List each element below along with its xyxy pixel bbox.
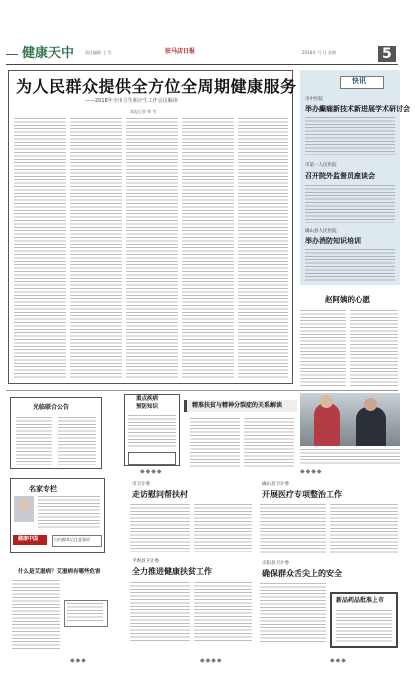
lead-column-1 [14,118,66,378]
drug-ad-body [336,610,392,642]
masthead-rule [6,64,398,65]
banner-body-left [190,418,240,468]
section-title: 健康天中 [22,46,75,61]
column-sub-box [128,452,176,465]
right-article-2-body [260,583,326,643]
row2-rule [6,390,398,391]
mid-article-1-source: 市卫计委 [132,482,150,487]
masthead-date: 2018年 月 日 星期 [302,50,336,55]
notice-title: 光临联合公告 [33,404,70,411]
photo-person-right-head [364,398,377,411]
expert-label-badge-text: 健康中国 [18,536,39,542]
photo-person-right [356,407,386,446]
notice-list-left [16,417,52,465]
story-title: 赵阿姨的心愿 [325,295,370,304]
lead-column-4 [182,118,234,378]
sidebar-item-3-title: 举办消防知识培训 [305,237,361,245]
photo-person-left-head [320,395,333,408]
mid-article-1-body-b [194,504,252,552]
column-header-1: 重点疾病 [136,396,159,402]
column-body [128,415,176,447]
news-photo [300,393,400,446]
photo-person-left [314,403,340,446]
expert-column-label: 名家专栏 [29,484,57,493]
lead-byline: 本报记者 韩 雪 [130,109,157,114]
footer-dots-2: ◆◆◆◆ [200,657,223,664]
aids-box-body [12,580,60,650]
divider-dots-1: ◆◆◆◆ [140,468,163,475]
section-leader [6,54,18,55]
mid-article-1-body-a [130,504,190,552]
aids-box-inset-text [67,603,103,622]
mid-article-2-title: 全力推进健康扶贫工作 [132,567,212,576]
page-number: 5 [382,46,392,62]
right-article-2-title: 确保群众舌尖上的安全 [262,569,342,578]
sidebar-item-1-title: 举办癫痫新技术新进展学术研讨会 [305,105,410,113]
mid-article-2-source: 平舆县卫计委 [132,559,159,564]
footer-dots-3: ◆◆◆ [330,657,347,664]
sidebar-item-1-source: 市中医院 [305,97,323,102]
banner-title: 精准扶贫与精神分裂症的关系解读 [192,402,283,409]
photo-caption [300,449,400,466]
divider-dots-2: ◆◆◆◆ [300,468,323,475]
mid-article-1-title: 走访慰问帮扶村 [132,490,188,499]
mid-article-2-body-a [130,582,190,642]
mid-article-2-body-b [194,582,252,642]
column-header-2: 预防知识 [136,404,159,410]
notice-list-right [58,417,96,465]
lead-column-5 [238,118,288,378]
right-article-1-source: 确山县卫计委 [262,482,289,487]
right-article-1-title: 开展医疗专项整治工作 [262,490,342,499]
lead-column-3 [126,118,178,378]
expert-portrait-face [19,500,29,510]
lead-column-2 [70,118,122,378]
sidebar-item-2-source: 市第一人民医院 [305,163,337,168]
right-article-2-source: 正阳县卫计委 [262,561,289,566]
sidebar-item-3-body [305,249,395,281]
sidebar-item-1-body [305,117,395,155]
sidebar-item-2-body [305,185,395,223]
right-article-1-body-a [260,504,326,554]
sidebar-item-3-source: 确山县人民医院 [305,229,337,234]
story-body-right [350,310,398,388]
drug-ad-title: 新品药品批准上市 [336,597,385,604]
lead-headline: 为人民群众提供全方位全周期健康服务 [16,77,297,96]
sidebar-item-2-title: 召开院外监督员座谈会 [305,172,375,180]
story-body-left [300,310,346,388]
expert-column-body [38,496,100,530]
aids-box-title: 什么是艾滋病？艾滋病有哪些危害 [18,569,101,575]
sidebar-heading: 快讯 [352,77,366,85]
masthead-logo: 驻马店日报 [165,48,196,55]
right-article-1-body-b [330,504,398,554]
lead-subheadline: ——2018年全市卫生和计生工作会议解读 [85,98,178,104]
footer-dots-1: ◆◆◆ [70,657,87,664]
banner-body-right [244,418,294,468]
masthead-left-info: 责任编辑 王 雪 [85,50,112,55]
expert-caption: 白内障术后注意事项 [54,537,90,542]
